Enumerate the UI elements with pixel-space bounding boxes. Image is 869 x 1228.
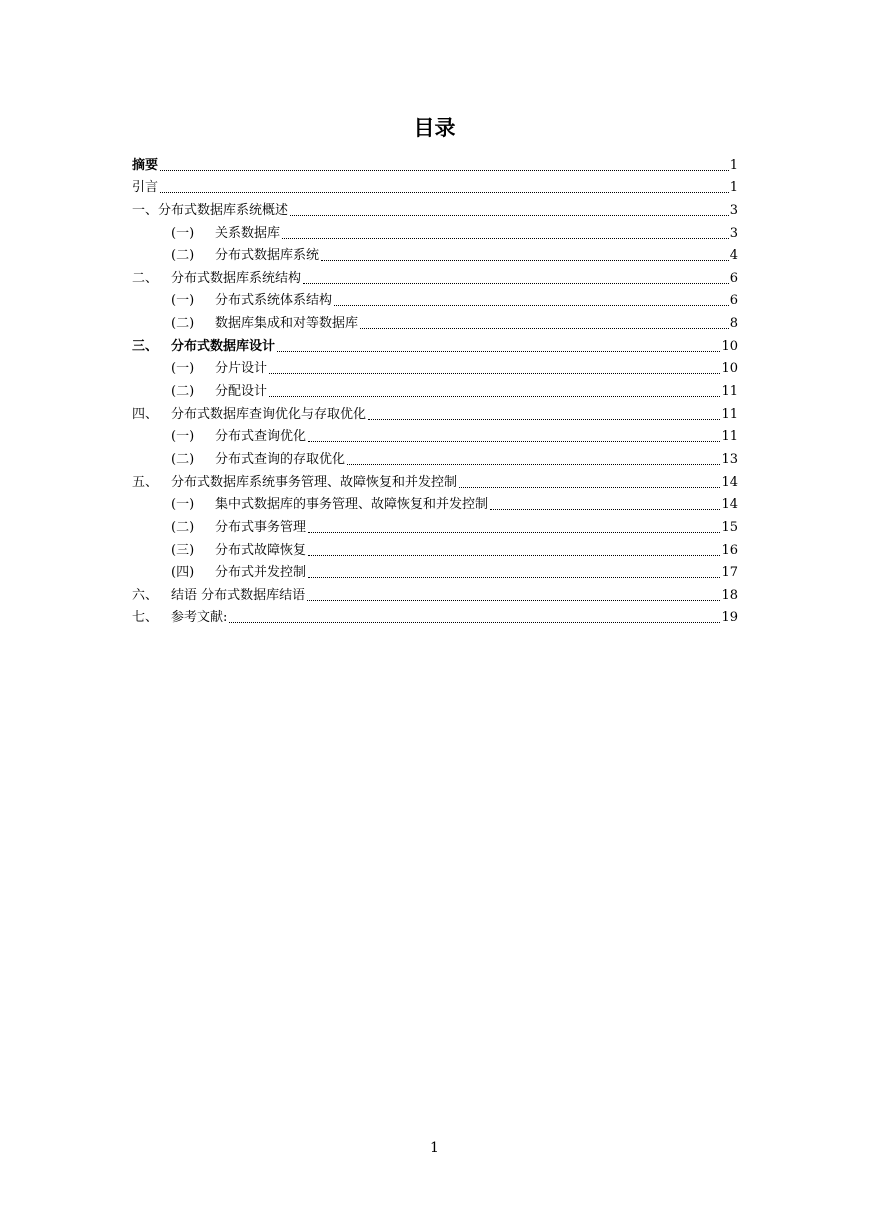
- toc-entry-number: 七、: [132, 610, 159, 626]
- toc-entry-page: 4: [729, 248, 738, 264]
- toc-entry[interactable]: [132, 537, 738, 560]
- toc-dot-leader: [160, 169, 729, 171]
- toc-entry[interactable]: [132, 582, 738, 605]
- toc-entry-page: 11: [721, 429, 738, 445]
- toc-dot-leader: [490, 508, 720, 510]
- toc-entry-page: 11: [721, 384, 738, 400]
- toc-entry-title: 分布式并发控制: [215, 565, 307, 581]
- page-title: 目录: [413, 116, 456, 140]
- toc-entry[interactable]: [132, 310, 738, 333]
- toc-entry-number: (二): [171, 248, 195, 264]
- toc-entry-page: 13: [721, 451, 738, 467]
- toc-dot-leader: [308, 554, 720, 556]
- toc-entry-page: 8: [729, 316, 738, 332]
- toc-entry-number: (一): [171, 429, 195, 445]
- toc-entry-page: 1: [729, 180, 738, 196]
- toc-entry-page: 11: [721, 406, 738, 422]
- toc-entry-title: 一、分布式数据库系统概述: [132, 202, 289, 218]
- toc-entry[interactable]: [132, 220, 738, 243]
- toc-entry-page: 16: [721, 542, 738, 558]
- toc-entry-number: (三): [171, 542, 195, 558]
- toc-entry-number: 六、: [132, 587, 159, 603]
- toc-entry-number: 四、: [132, 406, 159, 422]
- toc-entry[interactable]: [132, 469, 738, 492]
- toc-entry[interactable]: [132, 514, 738, 537]
- toc-entry-number: (二): [171, 316, 195, 332]
- toc-dot-leader: [282, 237, 729, 239]
- toc-entry[interactable]: [132, 265, 738, 288]
- toc-entry-page: 3: [729, 225, 738, 241]
- toc-entry[interactable]: [132, 243, 738, 266]
- toc-dot-leader: [360, 327, 729, 329]
- toc-entry-page: 10: [721, 338, 738, 354]
- toc-entry-title: 分布式查询的存取优化: [215, 451, 346, 467]
- toc-entry-number: (二): [171, 384, 195, 400]
- toc-entry[interactable]: [132, 492, 738, 515]
- toc-entry-page: 18: [721, 587, 738, 603]
- toc-entry-number: (一): [171, 293, 195, 309]
- toc-dot-leader: [277, 350, 720, 352]
- toc-entry[interactable]: [132, 424, 738, 447]
- toc-entry-title: 摘要: [132, 157, 159, 173]
- toc-entry-page: 1: [729, 157, 738, 173]
- toc-dot-leader: [368, 418, 720, 420]
- toc-entry[interactable]: [132, 175, 738, 198]
- toc-entry[interactable]: [132, 356, 738, 379]
- toc-entry-title: 分布式数据库设计: [171, 338, 276, 354]
- toc-dot-leader: [308, 576, 720, 578]
- toc-entry-page: 15: [721, 519, 738, 535]
- toc-entry[interactable]: [132, 378, 738, 401]
- toc-entry-title: 分布式系统体系结构: [215, 293, 333, 309]
- toc-entry-number: (二): [171, 451, 195, 467]
- toc-entry-title: 参考文献:: [171, 610, 228, 626]
- toc-entry-page: 17: [721, 565, 738, 581]
- toc-entry-title: 分布式数据库系统结构: [171, 270, 302, 286]
- toc-entry-number: 三、: [132, 338, 159, 354]
- toc-entry-title: 引言: [132, 180, 159, 196]
- toc-entry[interactable]: [132, 560, 738, 583]
- toc-entry-number: (二): [171, 519, 195, 535]
- toc-dot-leader: [321, 259, 729, 261]
- toc-entry-number: 五、: [132, 474, 159, 490]
- toc-dot-leader: [307, 599, 720, 601]
- toc-entry[interactable]: [132, 605, 738, 628]
- toc-dot-leader: [308, 440, 720, 442]
- toc-entry-title: 结语 分布式数据库结语: [171, 587, 306, 603]
- toc-entry-title: 数据库集成和对等数据库: [215, 316, 359, 332]
- toc-entry-number: 二、: [132, 270, 159, 286]
- toc-entry-page: 14: [721, 497, 738, 513]
- toc-dot-leader: [160, 191, 729, 193]
- toc-dot-leader: [334, 304, 729, 306]
- toc-dot-leader: [229, 621, 720, 623]
- toc-entry[interactable]: [132, 446, 738, 469]
- toc-entry-page: 19: [721, 610, 738, 626]
- toc-entry-number: (一): [171, 497, 195, 513]
- toc-dot-leader: [347, 463, 720, 465]
- toc-entry-page: 6: [729, 293, 738, 309]
- toc-entry[interactable]: [132, 197, 738, 220]
- toc-dot-leader: [308, 531, 720, 533]
- toc-entry-title: 分布式数据库系统: [215, 248, 320, 264]
- toc-dot-leader: [290, 214, 729, 216]
- toc-entry[interactable]: [132, 152, 738, 175]
- toc-entry-number: (一): [171, 225, 195, 241]
- toc-dot-leader: [459, 486, 720, 488]
- toc-entry-title: 分片设计: [215, 361, 268, 377]
- toc-entry[interactable]: [132, 401, 738, 424]
- table-of-contents: [132, 152, 738, 627]
- toc-entry-page: 14: [721, 474, 738, 490]
- toc-entry-title: 集中式数据库的事务管理、故障恢复和并发控制: [215, 497, 489, 513]
- toc-entry-title: 分布式故障恢复: [215, 542, 307, 558]
- toc-entry[interactable]: [132, 333, 738, 356]
- toc-dot-leader: [269, 395, 720, 397]
- toc-entry[interactable]: [132, 288, 738, 311]
- toc-entry-page: 10: [721, 361, 738, 377]
- toc-entry-title: 关系数据库: [215, 225, 281, 241]
- page-number: 1: [430, 1140, 439, 1156]
- toc-entry-page: 3: [729, 202, 738, 218]
- toc-dot-leader: [269, 372, 720, 374]
- toc-entry-title: 分配设计: [215, 384, 268, 400]
- toc-entry-title: 分布式数据库系统事务管理、故障恢复和并发控制: [171, 474, 458, 490]
- toc-entry-title: 分布式数据库查询优化与存取优化: [171, 406, 367, 422]
- toc-entry-title: 分布式查询优化: [215, 429, 307, 445]
- toc-entry-title: 分布式事务管理: [215, 519, 307, 535]
- toc-entry-number: (一): [171, 361, 195, 377]
- toc-entry-number: (四): [171, 565, 195, 581]
- toc-dot-leader: [303, 282, 729, 284]
- toc-entry-page: 6: [729, 270, 738, 286]
